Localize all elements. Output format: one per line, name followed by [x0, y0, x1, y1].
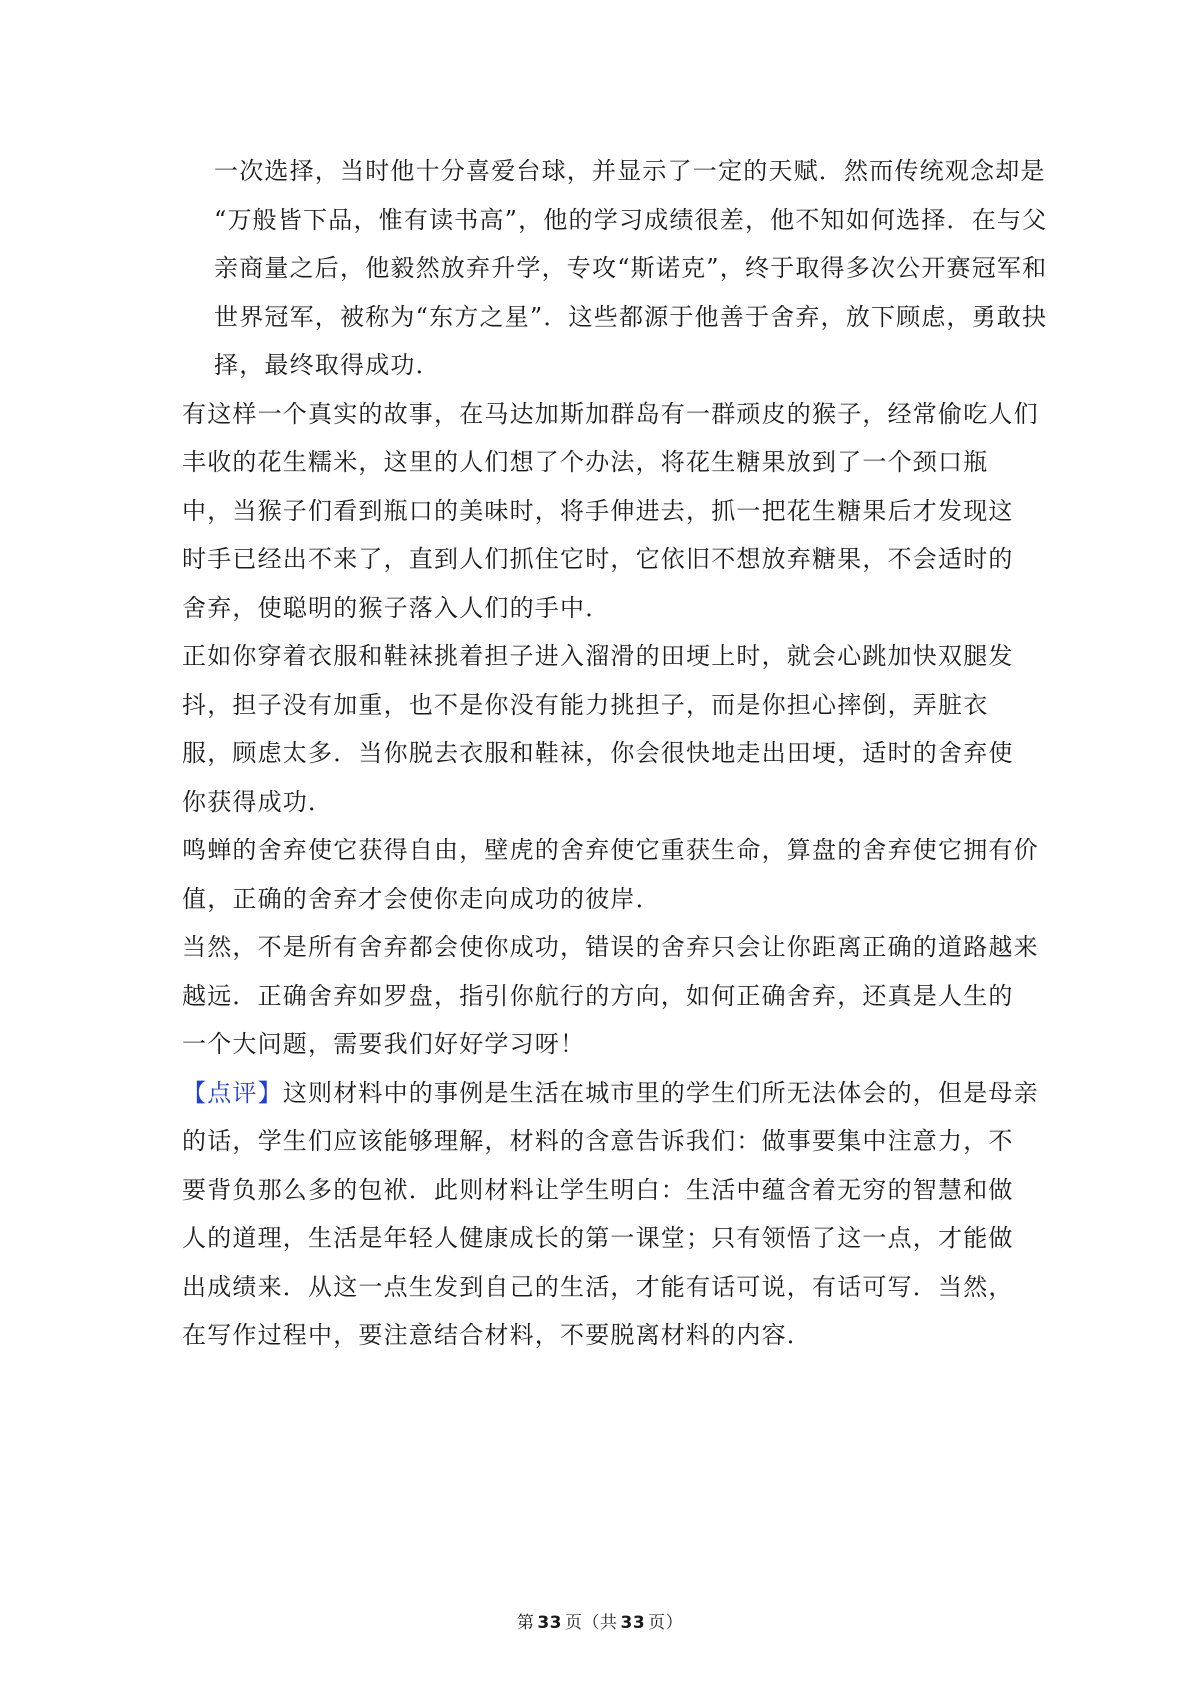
text-line: 丰收的花生糯米，这里的人们想了个办法，将花生糖果放到了一个颈口瓶: [182, 448, 989, 476]
paragraph-field-ridge: [182, 632, 1022, 826]
page-footer: [0, 1608, 1200, 1633]
text-line: 在写作过程中，要注意结合材料，不要脱离材料的内容．: [182, 1321, 812, 1349]
footer-middle: 页（共: [565, 1613, 618, 1633]
text-line: 服，顾虑太多．当你脱去衣服和鞋袜，你会很快地走出田埂，适时的舍弃使: [182, 739, 1014, 767]
body-text: [182, 147, 1048, 1360]
text-line: 时手已经出不来了，直到人们抓住它时，它依旧不想放弃糖果，不会适时的: [182, 545, 1014, 573]
text-line: 一次选择，当时他十分喜爱台球，并显示了一定的天赋．然而传统观念却是: [214, 157, 1046, 185]
text-line: 亲商量之后，他毅然放弃升学，专攻“斯诺克”，终于取得多次公开赛冠军和: [214, 254, 1048, 282]
paragraph-continued: [182, 147, 1048, 390]
footer-page-number: 33: [537, 1613, 562, 1633]
text-line: 你获得成功．: [182, 787, 334, 816]
comment-tag: 【点评】: [182, 1078, 283, 1107]
text-line: 中，当猴子们看到瓶口的美味时，将手伸进去，抓一把花生糖果后才发现这: [182, 496, 1014, 525]
text-line: 舍弃，使聪明的猴子落入人们的手中．: [182, 593, 611, 622]
text-line: 越远．正确舍弃如罗盘，指引你航行的方向，如何正确舍弃，还真是人生的: [182, 981, 1014, 1010]
text-line: 出成绩来．从这一点生发到自己的生活，才能有话可说，有话可写．当然，: [182, 1272, 1014, 1301]
text-line: 当然，不是所有舍弃都会使你成功，错误的舍弃只会让你距离正确的道路越来: [182, 933, 1039, 961]
text-line: 世界冠军，被称为“东方之星”．这些都源于他善于舍弃，放下顾虑，勇敢抉: [214, 302, 1048, 331]
paragraph-cicada: [182, 826, 1039, 923]
text-line: 择，最终取得成功．: [214, 351, 441, 379]
paragraph-comment: [182, 1069, 1039, 1360]
paragraph-conclusion: [182, 923, 1039, 1069]
text-line: “万般皆下品，惟有读书高”，他的学习成绩很差，他不知如何选择．在与父: [214, 205, 1048, 234]
text-line: 鸣蝉的舍弃使它获得自由，壁虎的舍弃使它重获生命，算盘的舍弃使它拥有价: [182, 836, 1039, 864]
text-line: 有这样一个真实的故事，在马达加斯加群岛有一群顽皮的猴子，经常偷吃人们: [182, 399, 1039, 428]
text-line: 值，正确的舍弃才会使你走向成功的彼岸．: [182, 884, 661, 913]
text-line: 抖，担子没有加重，也不是你没有能力挑担子，而是你担心摔倒，弄脏衣: [182, 690, 989, 719]
comment-text: 这则材料中的事例是生活在城市里的学生们所无法体会的，但是母亲: [282, 1078, 1039, 1107]
text-line: 的话，学生们应该能够理解，材料的含意告诉我们：做事要集中注意力，不: [182, 1127, 1014, 1155]
comment-first-line: [182, 1069, 1039, 1118]
text-line: 要背负那么多的包袱．此则材料让学生明白：生活中蕴含着无穷的智慧和做: [182, 1175, 1014, 1204]
footer-suffix: 页）: [648, 1613, 684, 1633]
footer-prefix: 第: [516, 1613, 535, 1633]
paragraph-monkey-story: [182, 390, 1039, 633]
text-line: 人的道理，生活是年轻人健康成长的第一课堂；只有领悟了这一点，才能做: [182, 1224, 1014, 1252]
footer-total-pages: 33: [620, 1613, 646, 1633]
text-line: 一个大问题，需要我们好好学习呀！: [182, 1030, 586, 1058]
text-line: 正如你穿着衣服和鞋袜挑着担子进入溜滑的田埂上时，就会心跳加快双腿发: [182, 642, 1014, 670]
